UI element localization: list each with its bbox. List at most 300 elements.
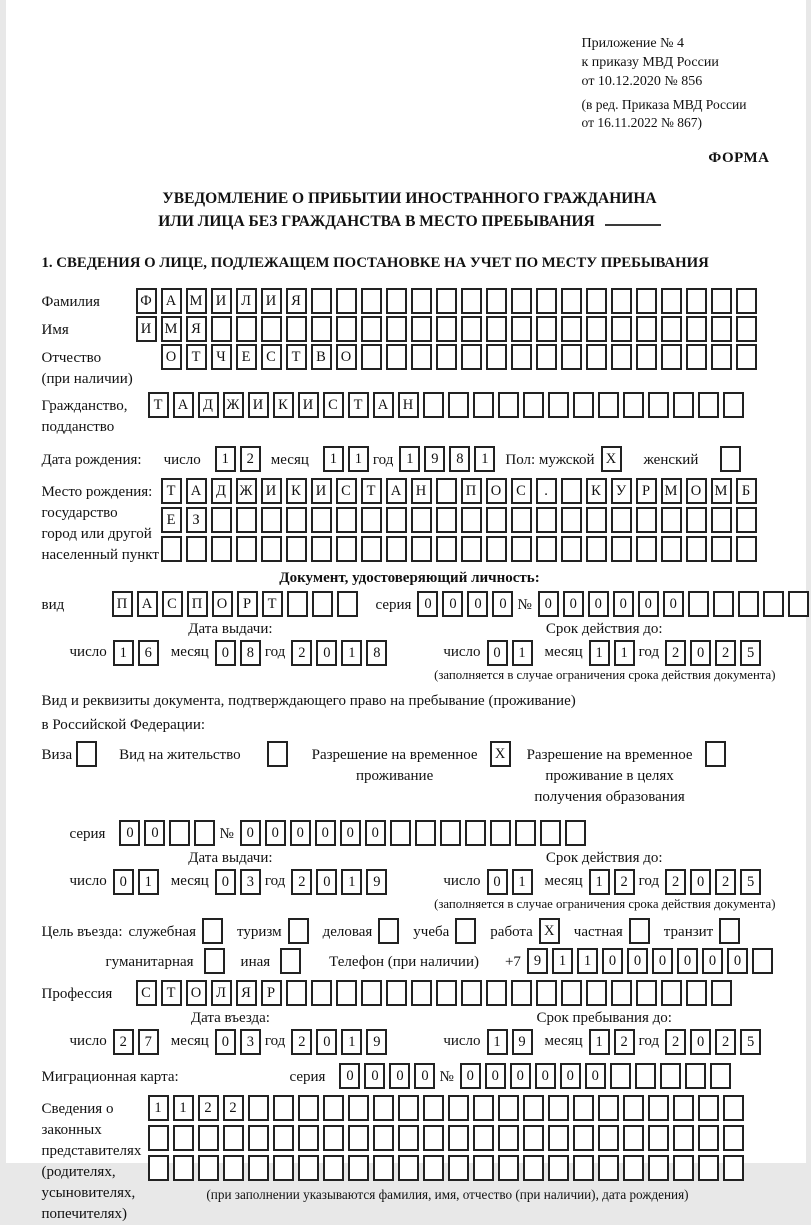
char-cell[interactable]: 2 [665,640,686,666]
char-cell[interactable] [348,1155,369,1181]
char-cell[interactable]: Я [236,980,257,1006]
char-cell[interactable] [448,1155,469,1181]
temp-residence-edu-checkbox[interactable] [705,741,726,767]
char-cell[interactable] [461,316,482,342]
char-cell[interactable] [361,344,382,370]
char-cell[interactable]: 0 [364,1063,385,1089]
char-cell[interactable]: 9 [512,1029,533,1055]
char-cell[interactable]: Р [261,980,282,1006]
char-cell[interactable] [648,1155,669,1181]
char-cell[interactable]: 0 [535,1063,556,1089]
char-cell[interactable] [361,536,382,562]
char-cell[interactable] [461,507,482,533]
char-cell[interactable]: 0 [613,591,634,617]
char-cell[interactable] [536,536,557,562]
char-cell[interactable] [436,288,457,314]
char-cell[interactable]: Б [736,478,757,504]
char-cell[interactable] [436,344,457,370]
char-cell[interactable] [511,507,532,533]
char-cell[interactable]: 1 [113,640,134,666]
char-cell[interactable]: 1 [614,640,635,666]
char-cell[interactable]: 1 [399,446,420,472]
char-cell[interactable]: 9 [424,446,445,472]
char-cell[interactable]: 0 [365,820,386,846]
char-cell[interactable] [273,1125,294,1151]
char-cell[interactable]: М [161,316,182,342]
char-cell[interactable]: 1 [138,869,159,895]
char-cell[interactable]: О [486,478,507,504]
char-cell[interactable]: 1 [323,446,344,472]
char-cell[interactable]: 0 [487,640,508,666]
char-cell[interactable]: 0 [290,820,311,846]
char-cell[interactable] [461,344,482,370]
char-cell[interactable] [573,1125,594,1151]
char-cell[interactable] [336,288,357,314]
char-cell[interactable]: 0 [627,948,648,974]
char-cell[interactable] [752,948,773,974]
char-cell[interactable] [636,316,657,342]
char-cell[interactable]: С [261,344,282,370]
char-cell[interactable] [311,536,332,562]
char-cell[interactable]: В [311,344,332,370]
char-cell[interactable] [611,507,632,533]
char-cell[interactable]: 0 [414,1063,435,1089]
char-cell[interactable] [523,392,544,418]
char-cell[interactable]: 0 [316,640,337,666]
purpose-commercial-checkbox[interactable] [378,918,399,944]
char-cell[interactable]: А [186,478,207,504]
char-cell[interactable] [248,1155,269,1181]
char-cell[interactable] [148,1155,169,1181]
char-cell[interactable]: 0 [663,591,684,617]
char-cell[interactable] [298,1125,319,1151]
char-cell[interactable] [723,392,744,418]
char-cell[interactable] [448,392,469,418]
char-cell[interactable]: 5 [740,869,761,895]
char-cell[interactable]: И [261,478,282,504]
char-cell[interactable]: 3 [240,1029,261,1055]
char-cell[interactable] [736,536,757,562]
char-cell[interactable] [223,1125,244,1151]
char-cell[interactable]: Ж [223,392,244,418]
char-cell[interactable] [486,536,507,562]
char-cell[interactable]: 1 [487,1029,508,1055]
char-cell[interactable] [211,507,232,533]
char-cell[interactable] [673,392,694,418]
char-cell[interactable] [536,980,557,1006]
char-cell[interactable]: . [536,478,557,504]
char-cell[interactable] [411,536,432,562]
char-cell[interactable]: О [686,478,707,504]
char-cell[interactable]: Е [236,344,257,370]
char-cell[interactable] [511,288,532,314]
char-cell[interactable] [661,507,682,533]
char-cell[interactable]: М [711,478,732,504]
char-cell[interactable]: У [611,478,632,504]
char-cell[interactable]: Л [211,980,232,1006]
char-cell[interactable]: 9 [366,869,387,895]
char-cell[interactable] [336,980,357,1006]
char-cell[interactable] [698,1155,719,1181]
char-cell[interactable] [723,1155,744,1181]
char-cell[interactable] [561,536,582,562]
char-cell[interactable]: С [162,591,183,617]
char-cell[interactable]: Р [237,591,258,617]
char-cell[interactable]: 1 [341,1029,362,1055]
purpose-business-checkbox[interactable] [202,918,223,944]
char-cell[interactable]: 2 [291,1029,312,1055]
char-cell[interactable] [436,536,457,562]
char-cell[interactable] [386,507,407,533]
char-cell[interactable] [169,820,190,846]
char-cell[interactable]: 0 [638,591,659,617]
char-cell[interactable] [498,1125,519,1151]
char-cell[interactable] [448,1125,469,1151]
char-cell[interactable] [498,1095,519,1121]
char-cell[interactable]: 0 [563,591,584,617]
char-cell[interactable] [411,288,432,314]
char-cell[interactable]: 0 [690,1029,711,1055]
char-cell[interactable] [623,1095,644,1121]
char-cell[interactable] [561,507,582,533]
char-cell[interactable]: С [336,478,357,504]
char-cell[interactable]: 5 [740,640,761,666]
visa-checkbox[interactable] [76,741,97,767]
residence-permit-checkbox[interactable] [267,741,288,767]
char-cell[interactable]: Т [361,478,382,504]
char-cell[interactable] [411,344,432,370]
char-cell[interactable] [561,288,582,314]
char-cell[interactable]: 1 [474,446,495,472]
char-cell[interactable] [736,507,757,533]
char-cell[interactable] [423,1155,444,1181]
char-cell[interactable]: 0 [588,591,609,617]
char-cell[interactable]: 0 [215,640,236,666]
char-cell[interactable] [511,316,532,342]
char-cell[interactable] [648,1125,669,1151]
char-cell[interactable] [498,392,519,418]
char-cell[interactable] [298,1095,319,1121]
char-cell[interactable]: М [661,478,682,504]
char-cell[interactable] [673,1125,694,1151]
char-cell[interactable] [411,980,432,1006]
title-blank-line[interactable] [605,211,661,226]
char-cell[interactable] [636,536,657,562]
char-cell[interactable]: 0 [485,1063,506,1089]
char-cell[interactable]: 1 [148,1095,169,1121]
char-cell[interactable] [661,316,682,342]
char-cell[interactable]: 1 [341,640,362,666]
char-cell[interactable]: 0 [460,1063,481,1089]
char-cell[interactable]: Т [286,344,307,370]
purpose-transit-checkbox[interactable] [719,918,740,944]
char-cell[interactable] [648,392,669,418]
char-cell[interactable] [273,1095,294,1121]
char-cell[interactable] [436,316,457,342]
char-cell[interactable]: 2 [665,1029,686,1055]
char-cell[interactable] [511,536,532,562]
purpose-work-checkbox[interactable]: X [539,918,560,944]
char-cell[interactable] [261,507,282,533]
purpose-study-checkbox[interactable] [455,918,476,944]
char-cell[interactable] [236,316,257,342]
char-cell[interactable] [673,1155,694,1181]
char-cell[interactable] [411,316,432,342]
char-cell[interactable]: 1 [341,869,362,895]
char-cell[interactable] [336,316,357,342]
char-cell[interactable] [698,1095,719,1121]
char-cell[interactable] [698,392,719,418]
char-cell[interactable]: 0 [215,869,236,895]
char-cell[interactable] [661,344,682,370]
char-cell[interactable] [686,980,707,1006]
char-cell[interactable] [373,1155,394,1181]
char-cell[interactable]: П [187,591,208,617]
char-cell[interactable] [436,980,457,1006]
char-cell[interactable] [598,1155,619,1181]
char-cell[interactable] [273,1155,294,1181]
char-cell[interactable] [548,1155,569,1181]
char-cell[interactable] [713,591,734,617]
char-cell[interactable]: 0 [538,591,559,617]
char-cell[interactable] [461,288,482,314]
char-cell[interactable] [486,344,507,370]
char-cell[interactable]: 0 [492,591,513,617]
char-cell[interactable]: К [273,392,294,418]
char-cell[interactable] [248,1125,269,1151]
char-cell[interactable]: 0 [340,820,361,846]
char-cell[interactable] [736,316,757,342]
char-cell[interactable] [398,1095,419,1121]
char-cell[interactable] [461,980,482,1006]
char-cell[interactable] [286,507,307,533]
char-cell[interactable] [711,507,732,533]
char-cell[interactable] [788,591,809,617]
char-cell[interactable]: Т [161,478,182,504]
char-cell[interactable] [473,1155,494,1181]
char-cell[interactable] [223,1155,244,1181]
char-cell[interactable] [686,507,707,533]
char-cell[interactable] [673,1095,694,1121]
char-cell[interactable]: Ч [211,344,232,370]
char-cell[interactable] [523,1155,544,1181]
char-cell[interactable]: С [323,392,344,418]
char-cell[interactable]: 0 [265,820,286,846]
char-cell[interactable] [660,1063,681,1089]
char-cell[interactable] [448,1095,469,1121]
char-cell[interactable] [486,316,507,342]
char-cell[interactable]: 2 [715,869,736,895]
char-cell[interactable]: Д [198,392,219,418]
char-cell[interactable]: 9 [366,1029,387,1055]
temp-residence-checkbox[interactable]: X [490,741,511,767]
char-cell[interactable]: П [461,478,482,504]
char-cell[interactable]: А [373,392,394,418]
char-cell[interactable]: 0 [690,869,711,895]
char-cell[interactable]: 2 [665,869,686,895]
char-cell[interactable] [436,478,457,504]
char-cell[interactable] [523,1095,544,1121]
char-cell[interactable] [623,392,644,418]
char-cell[interactable] [536,288,557,314]
char-cell[interactable] [711,980,732,1006]
char-cell[interactable]: 2 [240,446,261,472]
char-cell[interactable] [248,1095,269,1121]
char-cell[interactable] [586,980,607,1006]
char-cell[interactable] [636,507,657,533]
char-cell[interactable] [311,507,332,533]
char-cell[interactable]: Л [236,288,257,314]
char-cell[interactable]: И [311,478,332,504]
char-cell[interactable] [336,507,357,533]
char-cell[interactable]: И [211,288,232,314]
char-cell[interactable]: Р [636,478,657,504]
char-cell[interactable]: 9 [527,948,548,974]
char-cell[interactable] [473,1095,494,1121]
char-cell[interactable]: И [261,288,282,314]
char-cell[interactable] [723,1125,744,1151]
char-cell[interactable] [686,288,707,314]
char-cell[interactable]: И [136,316,157,342]
char-cell[interactable] [611,288,632,314]
char-cell[interactable] [661,288,682,314]
char-cell[interactable]: 0 [119,820,140,846]
purpose-private-checkbox[interactable] [629,918,650,944]
char-cell[interactable] [211,536,232,562]
char-cell[interactable] [198,1155,219,1181]
char-cell[interactable]: Е [161,507,182,533]
char-cell[interactable] [685,1063,706,1089]
char-cell[interactable]: 0 [677,948,698,974]
char-cell[interactable]: 6 [138,640,159,666]
char-cell[interactable] [573,1155,594,1181]
char-cell[interactable] [723,1095,744,1121]
char-cell[interactable]: 0 [215,1029,236,1055]
char-cell[interactable] [623,1125,644,1151]
char-cell[interactable] [373,1125,394,1151]
char-cell[interactable] [486,288,507,314]
char-cell[interactable] [573,392,594,418]
char-cell[interactable] [611,316,632,342]
char-cell[interactable]: Я [186,316,207,342]
char-cell[interactable] [586,316,607,342]
char-cell[interactable] [311,288,332,314]
char-cell[interactable]: 2 [291,869,312,895]
char-cell[interactable]: Т [161,980,182,1006]
char-cell[interactable] [586,288,607,314]
char-cell[interactable] [198,1125,219,1151]
char-cell[interactable] [461,536,482,562]
char-cell[interactable] [536,316,557,342]
char-cell[interactable] [311,980,332,1006]
char-cell[interactable] [686,536,707,562]
purpose-humanitarian-checkbox[interactable] [204,948,225,974]
char-cell[interactable] [523,1125,544,1151]
purpose-other-checkbox[interactable] [280,948,301,974]
char-cell[interactable]: 2 [715,640,736,666]
char-cell[interactable] [398,1125,419,1151]
char-cell[interactable] [286,536,307,562]
char-cell[interactable] [698,1125,719,1151]
char-cell[interactable]: 0 [510,1063,531,1089]
char-cell[interactable]: О [336,344,357,370]
char-cell[interactable] [286,980,307,1006]
char-cell[interactable]: 5 [740,1029,761,1055]
char-cell[interactable]: Я [286,288,307,314]
char-cell[interactable]: 0 [442,591,463,617]
char-cell[interactable] [636,288,657,314]
char-cell[interactable]: 2 [223,1095,244,1121]
purpose-tourism-checkbox[interactable] [288,918,309,944]
char-cell[interactable]: 0 [487,869,508,895]
gender-male-checkbox[interactable]: X [601,446,622,472]
char-cell[interactable] [161,536,182,562]
char-cell[interactable] [361,288,382,314]
char-cell[interactable] [548,1125,569,1151]
char-cell[interactable] [423,1125,444,1151]
char-cell[interactable] [473,392,494,418]
char-cell[interactable]: Т [186,344,207,370]
char-cell[interactable] [423,1095,444,1121]
char-cell[interactable] [561,316,582,342]
char-cell[interactable] [610,1063,631,1089]
char-cell[interactable] [536,344,557,370]
char-cell[interactable] [711,344,732,370]
char-cell[interactable] [348,1095,369,1121]
char-cell[interactable]: 1 [577,948,598,974]
char-cell[interactable] [548,392,569,418]
char-cell[interactable]: 0 [113,869,134,895]
char-cell[interactable] [548,1095,569,1121]
char-cell[interactable]: Н [411,478,432,504]
char-cell[interactable] [598,1095,619,1121]
char-cell[interactable]: О [161,344,182,370]
char-cell[interactable] [261,316,282,342]
char-cell[interactable] [286,316,307,342]
char-cell[interactable] [498,1155,519,1181]
char-cell[interactable]: 8 [449,446,470,472]
char-cell[interactable] [486,980,507,1006]
char-cell[interactable] [373,1095,394,1121]
char-cell[interactable] [312,591,333,617]
char-cell[interactable]: М [186,288,207,314]
char-cell[interactable]: А [173,392,194,418]
char-cell[interactable] [511,344,532,370]
char-cell[interactable] [236,507,257,533]
char-cell[interactable] [711,536,732,562]
char-cell[interactable]: 2 [291,640,312,666]
char-cell[interactable] [473,1125,494,1151]
char-cell[interactable]: 1 [589,1029,610,1055]
char-cell[interactable]: 0 [727,948,748,974]
char-cell[interactable] [348,1125,369,1151]
char-cell[interactable]: 1 [512,640,533,666]
char-cell[interactable]: 2 [614,1029,635,1055]
char-cell[interactable] [511,980,532,1006]
char-cell[interactable] [186,536,207,562]
char-cell[interactable] [648,1095,669,1121]
char-cell[interactable]: 0 [417,591,438,617]
char-cell[interactable] [490,820,511,846]
char-cell[interactable] [565,820,586,846]
char-cell[interactable]: 0 [560,1063,581,1089]
char-cell[interactable] [194,820,215,846]
char-cell[interactable]: Т [348,392,369,418]
char-cell[interactable] [390,820,411,846]
char-cell[interactable] [398,1155,419,1181]
char-cell[interactable] [623,1155,644,1181]
char-cell[interactable]: 1 [589,869,610,895]
